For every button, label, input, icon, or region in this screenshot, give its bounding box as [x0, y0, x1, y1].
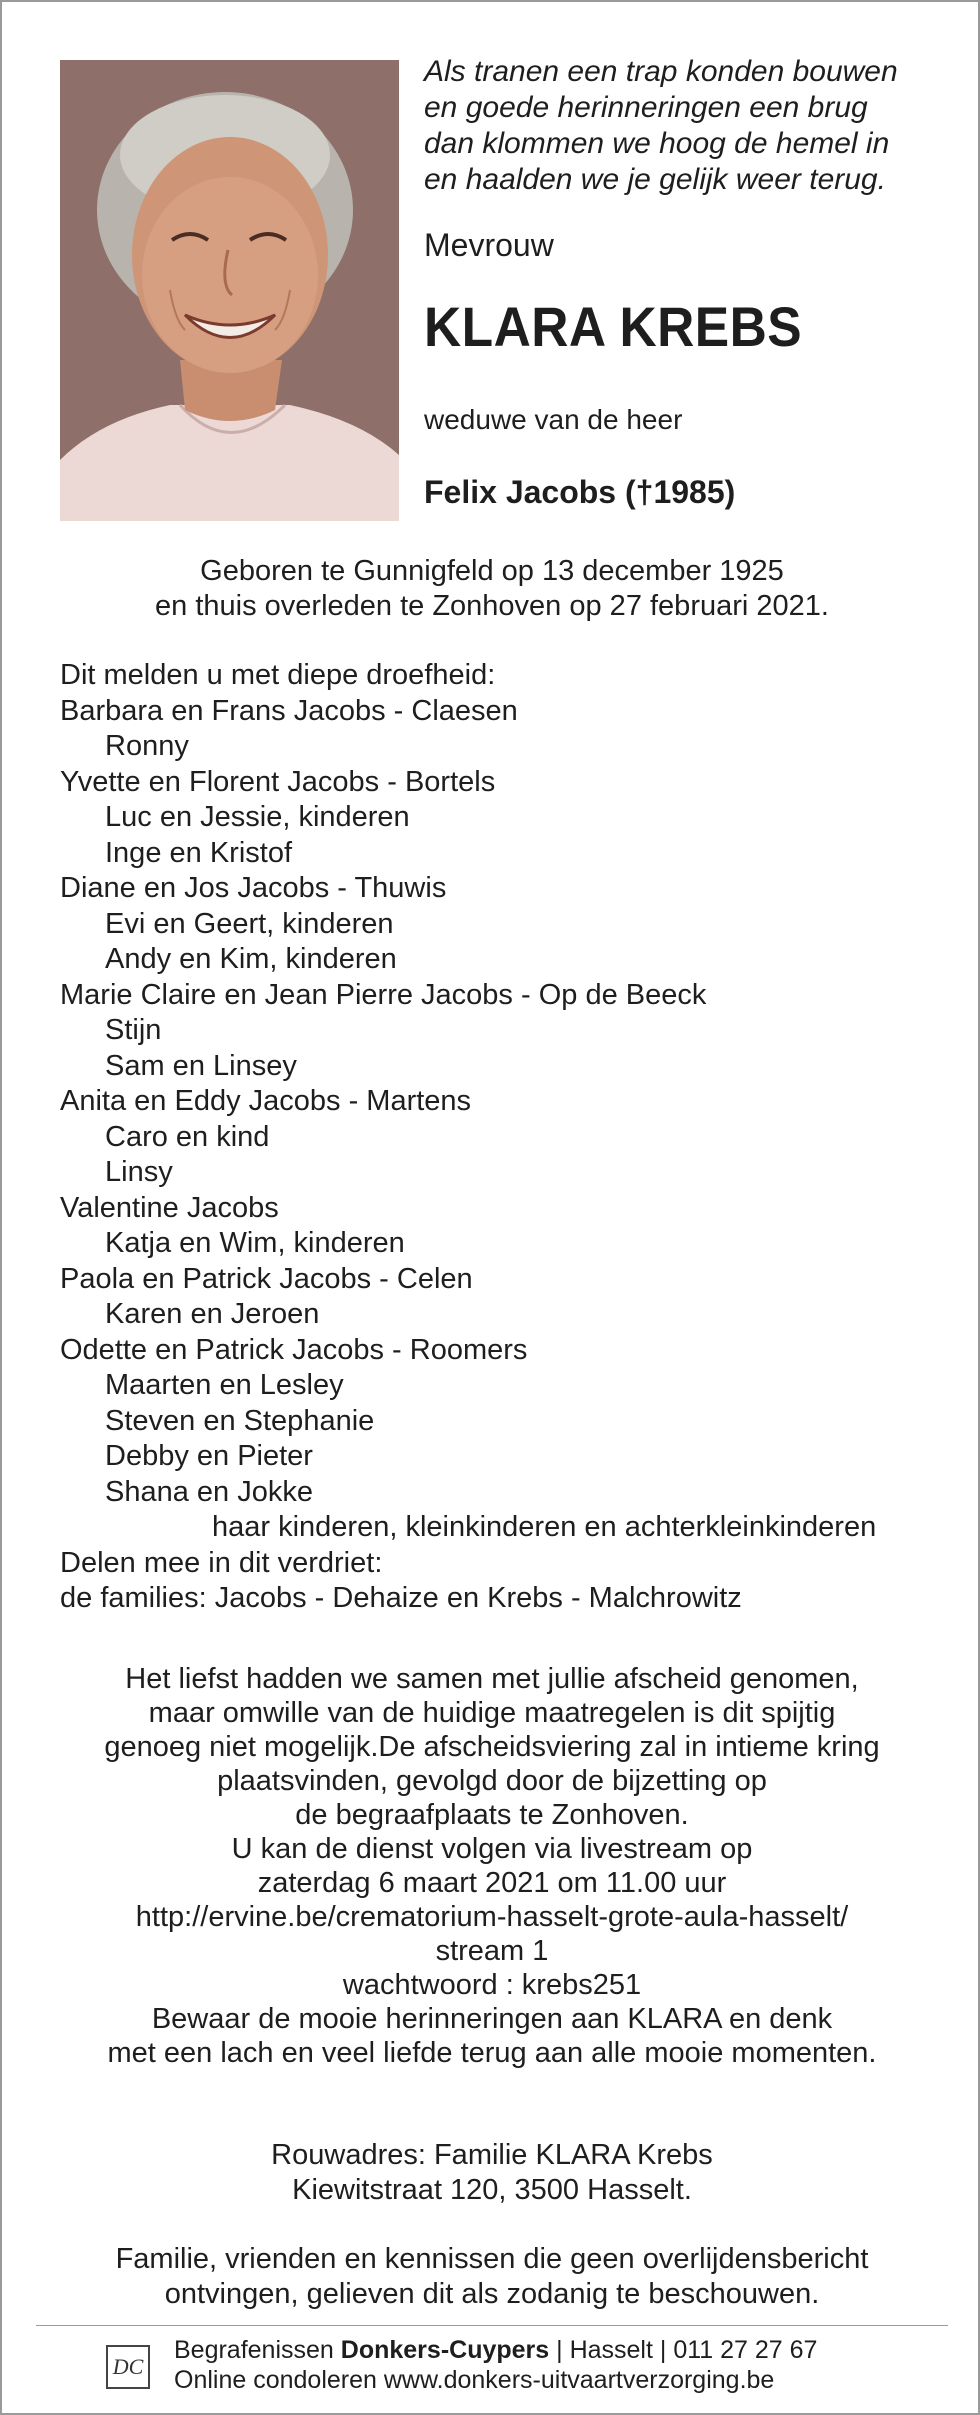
poem — [424, 54, 944, 198]
notice-line: zaterdag 6 maart 2021 om 11.00 uur — [257, 1867, 727, 1899]
deceased-name: KLARA KREBS — [424, 295, 803, 358]
mourning-address — [2, 2138, 980, 2208]
notice-line: wachtwoord : krebs251 — [342, 1969, 642, 2001]
notice-line: stream 1 — [435, 1935, 549, 1967]
family-subline: Katja en Wim, kinderen — [105, 1227, 405, 1259]
family-subline: Caro en kind — [105, 1120, 270, 1153]
poem-line: en goede herinneringen een brug — [424, 91, 868, 124]
notice-line: plaatsvinden, gevolgd door de bijzetting op — [217, 1765, 767, 1797]
poem-line: dan klommen we hoog de hemel in — [424, 127, 890, 160]
livestream-link[interactable]: http://ervine.be/crematorium-hasselt-grote-aula-hasselt/ — [135, 1901, 849, 1933]
family-subline: Shana en Jokke — [105, 1475, 313, 1508]
notice-line: U kan de dienst volgen via livestream op — [231, 1833, 753, 1865]
closing-note — [2, 2242, 980, 2312]
family-line: Paola en Patrick Jacobs - Celen — [60, 1262, 473, 1295]
notice-line: de begraafplaats te Zonhoven. — [295, 1799, 689, 1831]
notice-line: maar omwille van de huidige maatregelen is dit spijtig — [148, 1697, 836, 1729]
portrait-illustration — [60, 60, 399, 521]
birth-line: Geboren te Gunnigfeld op 13 december 1925 — [200, 555, 784, 587]
notice-line: genoeg niet mogelijk.De afscheidsviering zal in intieme kring — [104, 1731, 880, 1763]
family-line: de families: Jacobs - Dehaize en Krebs - Malchrowitz — [60, 1582, 742, 1614]
family-subline: Sam en Linsey — [105, 1049, 297, 1082]
family-subline: Inge en Kristof — [105, 836, 292, 869]
closing-line: Familie, vrienden en kennissen die geen overlijdensbericht — [115, 2243, 869, 2275]
notice-line: Het liefst hadden we samen met jullie afscheid genomen, — [125, 1663, 859, 1695]
husband-name: Felix Jacobs (†1985) — [424, 474, 736, 510]
family-line: Anita en Eddy Jacobs - Martens — [60, 1085, 472, 1117]
footer-line-contact — [174, 2335, 817, 2365]
service-notice — [42, 1662, 942, 2070]
family-subline: Luc en Jessie, kinderen — [105, 801, 410, 833]
family-subline: haar kinderen, kleinkinderen en achterkleinkinderen — [212, 1511, 877, 1543]
footer-contact: | Hasselt | 011 27 27 67 — [549, 2336, 818, 2364]
family-line: Dit melden u met diepe droefheid: — [60, 659, 496, 691]
family-subline: Linsy — [105, 1156, 173, 1188]
funeral-home-name: Donkers-Cuypers — [340, 2336, 550, 2364]
poem-line: en haalden we je gelijk weer terug. — [424, 163, 886, 196]
family-line: Odette en Patrick Jacobs - Roomers — [60, 1333, 528, 1366]
family-list — [60, 658, 960, 1617]
family-line: Delen mee in dit verdriet: — [60, 1546, 383, 1579]
funeral-home-logo: DC — [106, 2345, 150, 2389]
footer-divider — [36, 2325, 948, 2326]
honorific: Mevrouw — [424, 227, 554, 263]
family-subline: Maarten en Lesley — [105, 1369, 344, 1401]
family-subline: Ronny — [105, 730, 189, 762]
footer-website[interactable]: Online condoleren www.donkers-uitvaartverzorging.be — [174, 2366, 775, 2394]
family-subline: Evi en Geert, kinderen — [105, 907, 394, 940]
address-line: Kiewitstraat 120, 3500 Hasselt. — [292, 2174, 692, 2206]
birth-death-info — [2, 554, 980, 624]
death-line: en thuis overleden te Zonhoven op 27 februari 2021. — [155, 590, 829, 622]
widow-of-label: weduwe van de heer — [424, 404, 683, 435]
family-line: Diane en Jos Jacobs - Thuwis — [60, 872, 447, 904]
address-line: Rouwadres: Familie KLARA Krebs — [271, 2139, 713, 2171]
notice-line: Bewaar de mooie herinneringen aan KLARA en denk — [151, 2003, 833, 2035]
portrait-photo — [60, 60, 399, 521]
closing-line: ontvingen, gelieven dit als zodanig te beschouwen. — [164, 2278, 820, 2310]
family-line: Yvette en Florent Jacobs - Bortels — [60, 765, 496, 798]
family-subline: Karen en Jeroen — [105, 1298, 320, 1330]
family-line: Barbara en Frans Jacobs - Claesen — [60, 694, 518, 727]
family-subline: Debby en Pieter — [105, 1440, 313, 1472]
family-subline: Stijn — [105, 1014, 162, 1046]
footer-prefix: Begrafenissen — [174, 2336, 341, 2364]
poem-line: Als tranen een trap konden bouwen — [424, 55, 898, 88]
family-subline: Andy en Kim, kinderen — [105, 943, 397, 975]
family-subline: Steven en Stephanie — [105, 1404, 375, 1437]
notice-line: met een lach en veel liefde terug aan alle mooie momenten. — [107, 2037, 877, 2069]
funeral-home-footer — [174, 2335, 817, 2395]
family-line: Marie Claire en Jean Pierre Jacobs - Op de Beeck — [60, 978, 707, 1011]
family-line: Valentine Jacobs — [60, 1191, 279, 1224]
